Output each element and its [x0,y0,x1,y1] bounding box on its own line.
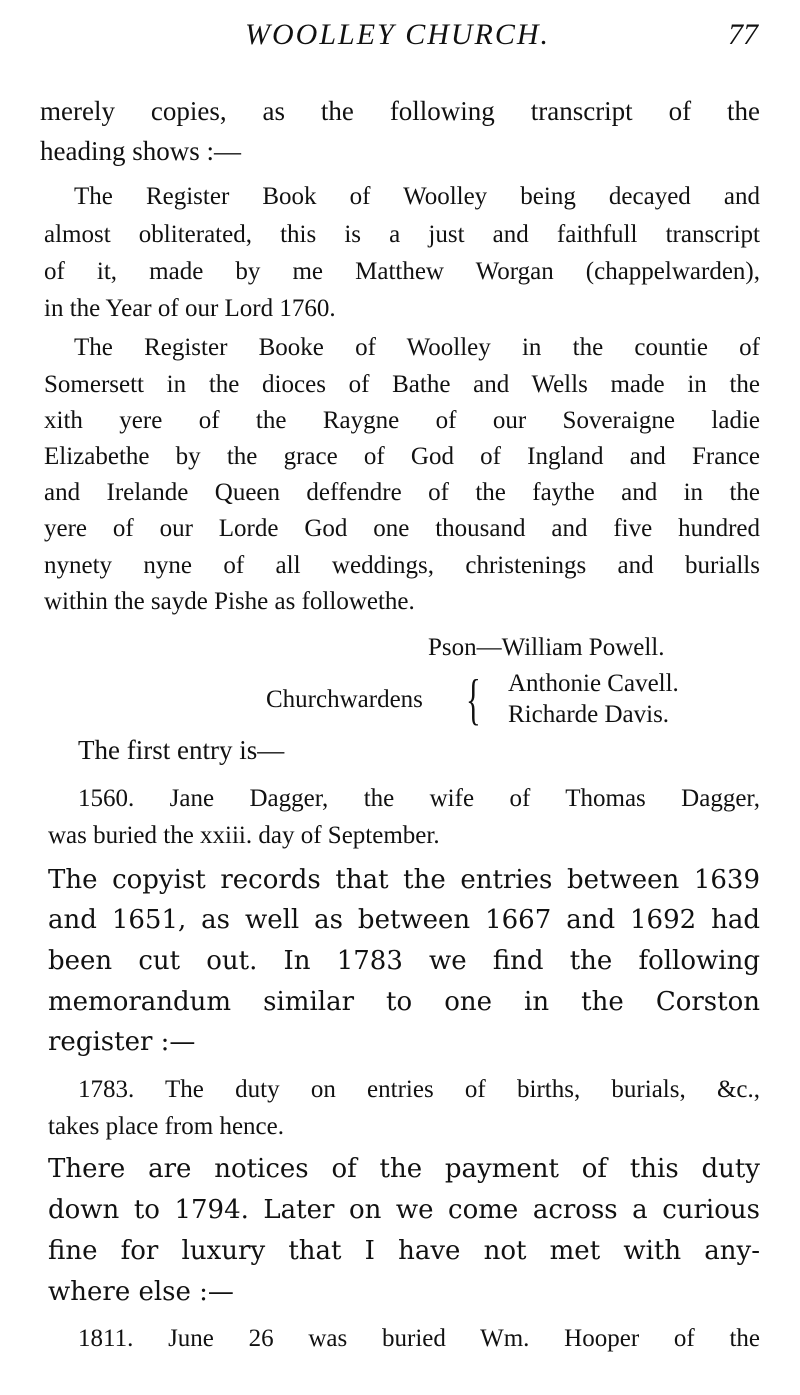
page-number: 77 [728,18,758,51]
modern-line: There are notices of the payment of this duty [48,1154,760,1184]
modern-line: The copyist records that the entries between 1639 [48,865,760,895]
quote-line: Somersett in the dioces of Bathe and Wells made in the [44,371,760,398]
quote-line: nynety nyne of all weddings, christenings and burialls [44,552,760,579]
quote-line: yere of our Lorde God one thousand and five hundred [44,515,760,542]
body-line: The first entry is— [78,735,285,765]
quote-line: was buried the xxiii. day of September. [48,822,440,849]
running-head [0,18,800,58]
quote-line: and Irelande Queen deffendre of the faythe and in the [44,479,760,506]
modern-line: fine for luxury that I have not met with any- [48,1236,760,1266]
body-line: heading shows :— [40,136,241,166]
modern-line: and 1651, as well as between 1667 and 1692 had [48,905,760,935]
quote-line: within the sayde Pishe as followethe. [44,588,415,615]
churchwardens-label: Churchwardens [266,686,423,713]
quote-line: 1560. Jane Dagger, the wife of Thomas Dagger, [78,785,760,812]
modern-line: been cut out. In 1783 we find the following [48,946,760,976]
quote-line: 1783. The duty on entries of births, burials, &c., [78,1076,760,1103]
modern-line: memorandum similar to one in the Corston [48,987,760,1017]
churchwarden-name: Anthonie Cavell. [508,670,679,697]
modern-line: where else :— [48,1277,234,1307]
brace-glyph: { [466,669,481,731]
quote-line: The Register Booke of Woolley in the countie of [74,334,760,361]
quote-line: 1811. June 26 was buried Wm. Hooper of the [78,1325,760,1352]
quote-line: almost obliterated, this is a just and faithfull transcript [44,221,760,248]
quote-line: The Register Book of Woolley being decayed and [74,183,760,210]
quote-line: xith yere of the Raygne of our Soveraigne ladie [44,407,760,434]
modern-line: register :— [48,1027,196,1057]
signature-block [0,630,800,730]
body-line: merely copies, as the following transcript of the [40,96,760,126]
running-title: WOOLLEY CHURCH. [245,18,551,51]
parson-signature: Pson—William Powell. [428,634,665,661]
quote-line: in the Year of our Lord 1760. [44,295,336,322]
quote-line: takes place from hence. [48,1113,284,1140]
churchwarden-name: Richarde Davis. [508,701,670,728]
quote-line: of it, made by me Matthew Worgan (chappelwarden), [44,258,760,285]
quote-line: Elizabethe by the grace of God of Ingland and France [44,443,760,470]
modern-line: down to 1794. Later on we come across a curious [48,1195,760,1225]
